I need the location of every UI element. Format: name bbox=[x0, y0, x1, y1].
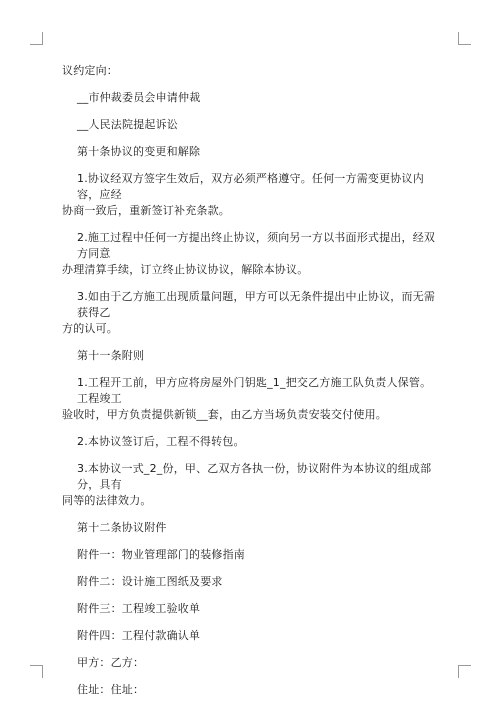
text-line: 3.本协议一式_2_份，甲、乙双方各执一份，协议附件为本协议的组成部分，具有 bbox=[77, 462, 432, 491]
text-line: __市仲裁委员会申请仲裁 bbox=[77, 91, 201, 104]
text-line: 1.协议经双方签字生效后，双方必须严格遵守。任何一方需变更协议内容，应经 bbox=[77, 172, 424, 201]
paragraph-article-11-item-1 bbox=[62, 375, 440, 423]
text-line: __人民法院提起诉讼 bbox=[77, 118, 178, 131]
text-line: 第十二条协议附件 bbox=[77, 521, 167, 534]
text-line: 方的认可。 bbox=[62, 322, 118, 335]
attachment-item-2 bbox=[62, 574, 440, 590]
attachment-item-4 bbox=[62, 628, 440, 644]
text-line: 甲方：乙方： bbox=[77, 656, 145, 669]
paragraph-litigation-option bbox=[62, 117, 440, 133]
text-line: 议约定向： bbox=[62, 64, 118, 77]
paragraph-article-10-item-1 bbox=[62, 171, 440, 219]
text-line: 第十条协议的变更和解除 bbox=[77, 145, 201, 158]
section-heading-article-12 bbox=[62, 520, 440, 536]
signature-addresses bbox=[62, 682, 440, 698]
crop-mark-bottom-left bbox=[30, 665, 43, 678]
attachment-item-1 bbox=[62, 547, 440, 563]
signature-parties bbox=[62, 655, 440, 671]
paragraph-article-10-item-3 bbox=[62, 289, 440, 337]
text-line: 2.施工过程中任何一方提出终止协议，须向另一方以书面形式提出，经双方同意 bbox=[77, 231, 436, 260]
text-line: 1.工程开工前，甲方应将房屋外门钥匙_1_把交乙方施工队负责人保管。工程竣工 bbox=[77, 376, 432, 405]
section-heading-article-10 bbox=[62, 144, 440, 160]
text-line: 3.如由于乙方施工出现质量问题，甲方可以无条件提出中止协议，而无需获得乙 bbox=[77, 290, 436, 319]
text-line: 附件四：工程付款确认单 bbox=[77, 629, 201, 642]
text-line: 附件二：设计施工图纸及要求 bbox=[77, 575, 223, 588]
text-line: 第十一条附则 bbox=[77, 349, 145, 362]
crop-mark-top-left bbox=[30, 32, 43, 45]
crop-mark-bottom-right bbox=[458, 665, 471, 678]
text-line: 2.本协议签订后，工程不得转包。 bbox=[77, 435, 245, 448]
paragraph-article-11-item-2 bbox=[62, 434, 440, 450]
section-heading-article-11 bbox=[62, 348, 440, 364]
crop-mark-top-right bbox=[458, 32, 471, 45]
paragraph-article-11-item-3 bbox=[62, 461, 440, 509]
paragraph-article-10-item-2 bbox=[62, 230, 440, 278]
text-line: 同等的法律效力。 bbox=[62, 494, 152, 507]
text-line: 附件一：物业管理部门的装修指南 bbox=[77, 548, 245, 561]
document-body bbox=[62, 63, 440, 709]
text-line: 附件三：工程竣工验收单 bbox=[77, 602, 201, 615]
paragraph-arbitration-intro bbox=[62, 63, 440, 79]
text-line: 办理清算手续，订立终止协议协议，解除本协议。 bbox=[62, 263, 309, 276]
attachment-item-3 bbox=[62, 601, 440, 617]
paragraph-arbitration-option bbox=[62, 90, 440, 106]
text-line: 住址：住址： bbox=[77, 683, 145, 696]
text-line: 协商一致后，重新签订补充条款。 bbox=[62, 204, 230, 217]
text-line: 验收时，甲方负责提供新锁__套，由乙方当场负责安装交付使用。 bbox=[62, 408, 387, 421]
